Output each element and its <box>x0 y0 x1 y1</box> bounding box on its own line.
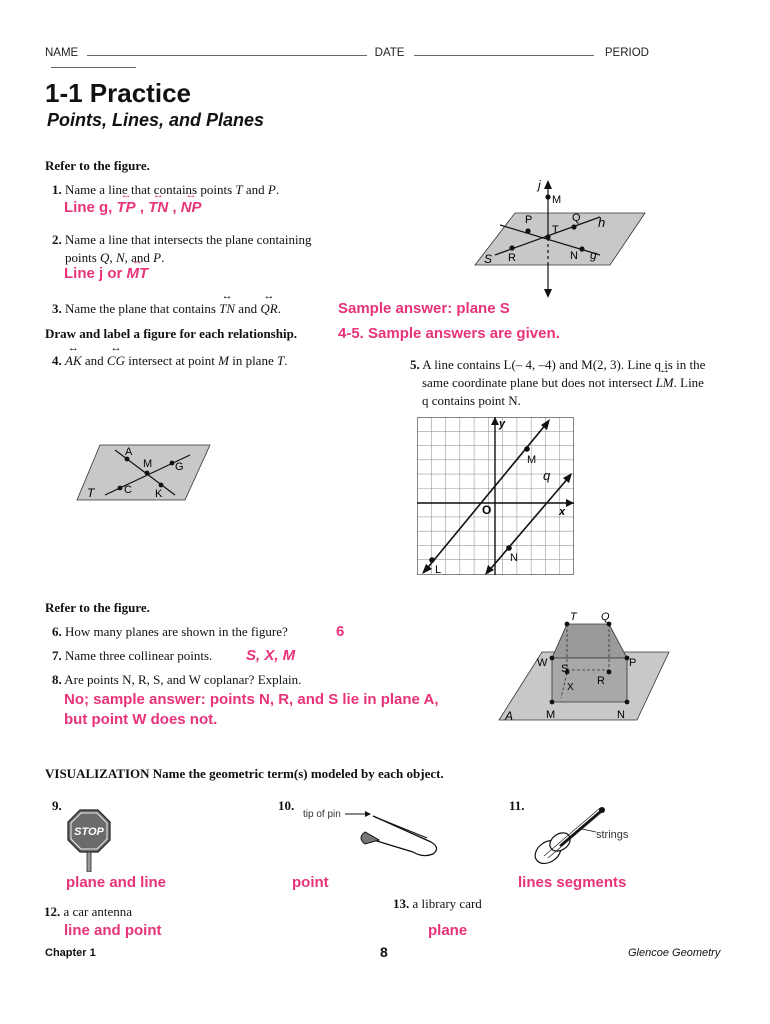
point-g <box>170 461 175 466</box>
strings-label: strings <box>596 829 629 841</box>
svg-text:O: O <box>482 503 492 517</box>
svg-text:y: y <box>499 418 506 430</box>
stop-sign-icon <box>66 808 112 872</box>
point-w <box>550 656 555 661</box>
svg-text:R: R <box>597 675 605 687</box>
question-3: 3. Name the plane that contains ↔ TN and ↔ QR. <box>52 300 281 318</box>
question-2: 2. Name a line that intersects the plane containing points Q, N, and P. <box>52 232 312 265</box>
figure-prism-planes <box>497 610 672 730</box>
answer-11: lines segments <box>518 874 627 891</box>
svg-text:h: h <box>598 215 606 230</box>
line-q <box>487 477 569 573</box>
point-m-q4 <box>145 471 150 476</box>
question-9-num: 9. <box>52 798 62 813</box>
footer-book: Glencoe Geometry <box>628 947 721 959</box>
plane-s-shape <box>475 213 645 265</box>
visualization-heading: VISUALIZATION Name the geometric term(s) modeled by each object. <box>45 766 444 781</box>
question-13: 13. a library card <box>393 896 482 911</box>
point-t-fig2 <box>565 622 570 627</box>
figure-plane-lines <box>470 175 650 300</box>
period-label: PERIOD <box>604 47 649 59</box>
question-1: 1. Name a line that contains points T and P. <box>52 182 280 197</box>
svg-text:T: T <box>570 611 577 623</box>
arrow-j-top <box>544 180 552 189</box>
page-title: 1-1 Practice <box>45 78 191 108</box>
point-p <box>525 228 530 233</box>
svg-text:M: M <box>546 709 556 721</box>
footer-page-number: 8 <box>380 944 388 960</box>
point-m-q5 <box>524 446 530 452</box>
question-4: 4. ↔ AK and ↔ CG intersect at point M in plane T. <box>52 352 287 370</box>
point-m-fig2 <box>550 700 555 705</box>
point-m <box>545 194 550 199</box>
draw-answer: 4-5. Sample answers are given. <box>338 325 560 342</box>
question-11-num: 11. <box>509 798 525 813</box>
svg-text:S: S <box>484 252 493 266</box>
svg-text:N: N <box>510 552 518 564</box>
draw-heading: Draw and label a figure for each relationship. <box>45 326 298 341</box>
point-r-fig2 <box>607 670 612 675</box>
plane-t-shape <box>77 445 210 500</box>
point-t <box>545 234 550 239</box>
name-line[interactable] <box>87 55 367 56</box>
line-lm <box>425 423 547 571</box>
svg-text:K: K <box>155 488 163 500</box>
svg-text:Q: Q <box>601 611 610 623</box>
svg-text:S: S <box>561 663 569 675</box>
svg-text:X: X <box>567 682 574 693</box>
svg-text:N: N <box>617 709 625 721</box>
point-n-q5 <box>506 545 512 551</box>
refer-heading-2: Refer to the figure. <box>45 600 150 615</box>
answer-8: No; sample answer: points N, R, and S lie in plane A, but point W does not. <box>64 691 439 728</box>
svg-text:A: A <box>505 709 514 723</box>
svg-text:W: W <box>537 657 548 669</box>
question-7: 7. Name three collinear points. <box>52 648 213 663</box>
svg-text:M: M <box>552 194 562 206</box>
period-line[interactable] <box>51 67 136 68</box>
question-8: 8. Are points N, R, S, and W coplanar? Explain. <box>52 672 302 687</box>
answer-9: plane and line <box>66 874 167 891</box>
question-6: 6. How many planes are shown in the figure? <box>52 624 288 639</box>
svg-text:j: j <box>538 178 541 192</box>
point-k <box>159 483 164 488</box>
point-q <box>571 224 576 229</box>
answer-12: line and point <box>64 922 162 939</box>
svg-text:A: A <box>125 446 133 458</box>
point-r <box>509 245 514 250</box>
date-line[interactable] <box>414 55 594 56</box>
prism-top <box>552 624 627 658</box>
answer-1: Line g, ↔ TP , ↔ TN , ↔ NP <box>64 199 202 216</box>
refer-heading-1: Refer to the figure. <box>45 158 150 173</box>
header-fields <box>45 47 735 71</box>
page-subtitle: Points, Lines, and Planes <box>47 110 265 130</box>
answer-2: Line j or ↔ MT <box>64 265 148 282</box>
answer-13: plane <box>428 922 468 939</box>
svg-text:g: g <box>590 248 597 262</box>
svg-text:STOP: STOP <box>74 826 104 838</box>
svg-text:N: N <box>570 250 578 262</box>
figure-coordinate-grid <box>417 417 574 575</box>
svg-text:R: R <box>508 252 516 264</box>
svg-text:Q: Q <box>572 212 581 224</box>
svg-text:x: x <box>559 506 566 518</box>
footer-chapter: Chapter 1 <box>45 947 96 959</box>
answer-6: 6 <box>336 623 345 640</box>
svg-text:T: T <box>87 486 95 500</box>
question-10-num: 10. <box>278 798 295 813</box>
svg-text:M: M <box>143 458 153 470</box>
question-12: 12. a car antenna <box>44 904 133 919</box>
answer-3: Sample answer: plane S <box>338 300 510 317</box>
date-label: DATE <box>374 47 405 59</box>
svg-text:M: M <box>527 454 537 466</box>
point-c <box>118 486 123 491</box>
point-n-fig2 <box>625 700 630 705</box>
answer-10: point <box>292 874 329 891</box>
svg-text:T: T <box>552 224 559 236</box>
svg-text:P: P <box>525 214 533 226</box>
svg-text:G: G <box>175 461 184 473</box>
name-label: NAME <box>45 47 79 59</box>
point-l <box>429 557 435 563</box>
pin-tip-label: tip of pin <box>303 809 341 820</box>
question-5: 5. A line contains L(– 4, –4) and M(2, 3). Line q is in the same coordinate plane but does not intersect ↔ LM. Line q contains point N. <box>410 356 730 410</box>
svg-text:L: L <box>435 564 442 575</box>
svg-text:C: C <box>124 484 132 496</box>
svg-text:q: q <box>543 468 551 483</box>
safety-pin-icon <box>343 808 443 858</box>
answer-7: S, X, M <box>246 647 296 664</box>
svg-text:P: P <box>629 657 637 669</box>
figure-question-4 <box>75 440 215 505</box>
point-n <box>579 246 584 251</box>
